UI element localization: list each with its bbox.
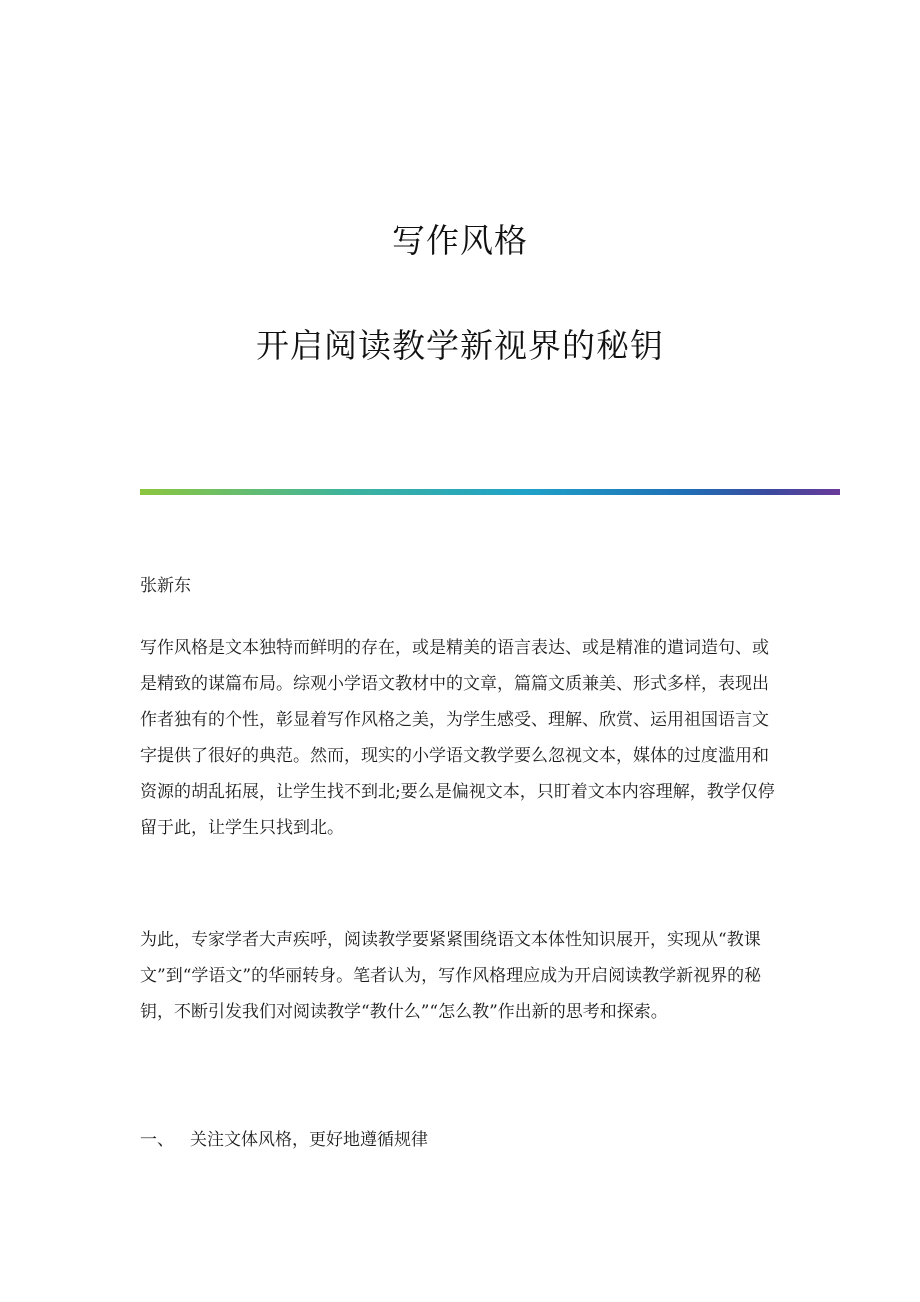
paragraph-2: 为此，专家学者大声疾呼，阅读教学要紧紧围绕语文本体性知识展开，实现从“教课文”到“学语文”的华丽转身。笔者认为，写作风格理应成为开启阅读教学新视界的秘钥，不断引发我们对阅读教学“教什么”“怎么教”作出新的思考和探索。 <box>140 930 762 1022</box>
section-heading <box>140 1122 780 1158</box>
section-heading-number: 一、 <box>140 1130 174 1150</box>
section-heading-text: 关注文体风格，更好地遵循规律 <box>190 1130 428 1150</box>
document-title-line-1: 写作风格 <box>392 221 528 260</box>
document-title-line-2: 开启阅读教学新视界的秘钥 <box>256 326 664 365</box>
author-name: 张新东 <box>140 576 191 596</box>
paragraph-1: 写作风格是文本独特而鲜明的存在，或是精美的语言表达、或是精准的遣词造句、或是精致的谋篇布局。综观小学语文教材中的文章，篇篇文质兼美、形式多样，表现出作者独有的个性，彰显着写作风格之美，为学生感受、理解、欣赏、运用祖国语言文字提供了很好的典范。然而，现实的小学语文教学要么忽视文本，媒体的过度滥用和资源的胡乱拓展，让学生找不到北;要么是偏视文本，只盯着文本内容理解，教学仅停留于此，让学生只找到北。 <box>140 638 775 838</box>
gradient-divider <box>140 489 840 495</box>
